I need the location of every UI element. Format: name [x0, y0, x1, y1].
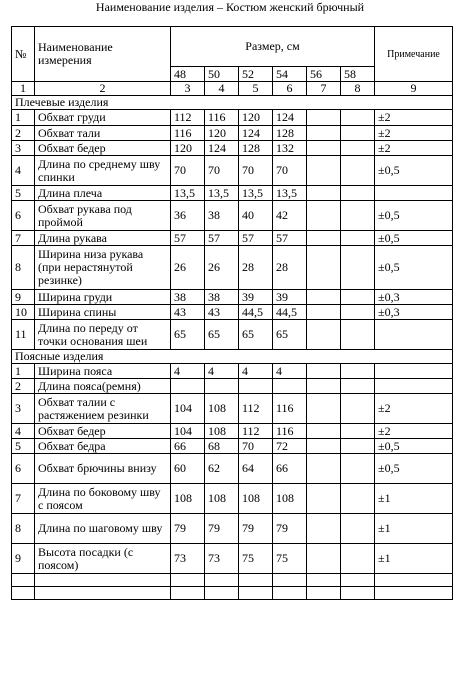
measurement-name: Обхват рукава под проймой	[35, 201, 171, 231]
note-value	[375, 587, 453, 600]
row-number: 9	[12, 290, 35, 305]
size-value	[341, 186, 375, 201]
table-row	[12, 364, 453, 379]
size-value	[307, 186, 341, 201]
size-value	[171, 379, 205, 394]
measurement-name: Длина пояса(ремня)	[35, 379, 171, 394]
table-row	[12, 439, 453, 454]
column-number: 6	[273, 82, 307, 96]
table-row	[12, 394, 453, 424]
measurement-name: Обхват брючины внизу	[35, 454, 171, 484]
size-value: 4	[239, 364, 273, 379]
size-value	[307, 231, 341, 246]
measurement-name	[35, 574, 171, 587]
size-value: 108	[239, 484, 273, 514]
size-value: 120	[239, 110, 273, 126]
note-value: ±2	[375, 126, 453, 141]
size-value: 42	[273, 201, 307, 231]
size-value: 57	[239, 231, 273, 246]
size-value: 112	[239, 394, 273, 424]
measurement-name: Обхват бедер	[35, 141, 171, 156]
size-value	[341, 126, 375, 141]
table-row	[12, 110, 453, 126]
note-value: ±0,5	[375, 454, 453, 484]
size-value	[341, 246, 375, 290]
size-value	[341, 394, 375, 424]
table-row	[12, 454, 453, 484]
size-value: 116	[205, 110, 239, 126]
size-value: 108	[205, 424, 239, 439]
note-value: ±0,5	[375, 201, 453, 231]
table-row	[12, 156, 453, 186]
note-value: ±0,5	[375, 231, 453, 246]
measurement-name: Обхват талии с растяжением резинки	[35, 394, 171, 424]
size-value	[341, 454, 375, 484]
row-number: 10	[12, 305, 35, 320]
row-number: 11	[12, 320, 35, 350]
size-value	[307, 454, 341, 484]
size-value: 40	[239, 201, 273, 231]
size-value	[273, 379, 307, 394]
row-number: 9	[12, 544, 35, 574]
size-value: 57	[205, 231, 239, 246]
size-value: 72	[273, 439, 307, 454]
column-number: 5	[239, 82, 273, 96]
size-value: 120	[205, 126, 239, 141]
size-value	[341, 290, 375, 305]
size-value: 13,5	[273, 186, 307, 201]
column-number: 4	[205, 82, 239, 96]
table-row	[12, 201, 453, 231]
size-value: 73	[171, 544, 205, 574]
size-value: 124	[273, 110, 307, 126]
table-row	[12, 186, 453, 201]
size-value: 79	[273, 514, 307, 544]
size-value	[341, 574, 375, 587]
table-row	[12, 544, 453, 574]
size-value	[171, 587, 205, 600]
size-value	[341, 484, 375, 514]
size-cell: 48	[171, 67, 205, 82]
size-cell: 50	[205, 67, 239, 82]
size-value: 65	[273, 320, 307, 350]
size-value: 124	[239, 126, 273, 141]
measurement-name: Ширина пояса	[35, 364, 171, 379]
table-row	[12, 587, 453, 600]
size-value: 68	[205, 439, 239, 454]
measurement-name: Высота посадки (с поясом)	[35, 544, 171, 574]
size-value: 108	[205, 394, 239, 424]
size-value: 4	[171, 364, 205, 379]
size-value: 108	[205, 484, 239, 514]
section-title: Плечевые изделия	[12, 96, 453, 110]
size-value	[341, 156, 375, 186]
size-value	[307, 141, 341, 156]
size-value	[205, 574, 239, 587]
size-value	[307, 439, 341, 454]
size-value: 60	[171, 454, 205, 484]
size-value: 73	[205, 544, 239, 574]
measurement-name: Длина по шаговому шву	[35, 514, 171, 544]
size-value: 128	[273, 126, 307, 141]
size-value: 57	[273, 231, 307, 246]
header-row	[12, 27, 453, 67]
measurement-name: Ширина низа рукава (при нерастянутой резинке)	[35, 246, 171, 290]
size-value: 65	[239, 320, 273, 350]
size-value	[307, 320, 341, 350]
note-value	[375, 364, 453, 379]
size-value: 128	[239, 141, 273, 156]
size-value	[307, 156, 341, 186]
note-value: ±0,3	[375, 305, 453, 320]
note-value: ±0,5	[375, 439, 453, 454]
size-value: 75	[239, 544, 273, 574]
size-value: 112	[171, 110, 205, 126]
header-size: Размер, см	[171, 27, 375, 67]
page-title: Наименование изделия – Костюм женский брючный	[95, 0, 365, 14]
measurement-name: Обхват бедра	[35, 439, 171, 454]
size-value: 132	[273, 141, 307, 156]
note-value	[375, 574, 453, 587]
row-number: 1	[12, 110, 35, 126]
size-value	[341, 544, 375, 574]
column-number: 8	[341, 82, 375, 96]
size-value	[307, 424, 341, 439]
size-value: 120	[171, 141, 205, 156]
size-value: 116	[171, 126, 205, 141]
size-cell: 52	[239, 67, 273, 82]
size-value	[205, 587, 239, 600]
size-value: 104	[171, 394, 205, 424]
size-cell: 56	[307, 67, 341, 82]
note-value: ±2	[375, 394, 453, 424]
size-value	[341, 424, 375, 439]
size-value: 70	[273, 156, 307, 186]
size-value	[307, 246, 341, 290]
row-number: 8	[12, 246, 35, 290]
size-value: 38	[205, 290, 239, 305]
measurement-name: Обхват бедер	[35, 424, 171, 439]
column-number: 2	[35, 82, 171, 96]
column-number: 3	[171, 82, 205, 96]
size-value	[341, 587, 375, 600]
size-value: 36	[171, 201, 205, 231]
row-number: 6	[12, 201, 35, 231]
header-number: №	[12, 27, 35, 82]
size-value	[205, 379, 239, 394]
size-value: 38	[171, 290, 205, 305]
size-value: 13,5	[239, 186, 273, 201]
size-value	[307, 305, 341, 320]
row-number: 6	[12, 454, 35, 484]
size-cell: 54	[273, 67, 307, 82]
size-value: 65	[171, 320, 205, 350]
table-row	[12, 305, 453, 320]
size-value	[341, 305, 375, 320]
note-value: ±2	[375, 110, 453, 126]
row-number	[12, 574, 35, 587]
size-value	[341, 364, 375, 379]
size-value: 65	[205, 320, 239, 350]
size-value	[273, 587, 307, 600]
size-value: 43	[171, 305, 205, 320]
size-value: 112	[239, 424, 273, 439]
size-value: 28	[239, 246, 273, 290]
size-value: 43	[205, 305, 239, 320]
size-value: 44,5	[239, 305, 273, 320]
table-row	[12, 514, 453, 544]
row-number: 5	[12, 186, 35, 201]
size-value: 4	[205, 364, 239, 379]
header-measurement-name: Наименование измерения	[35, 27, 171, 82]
size-value	[307, 364, 341, 379]
size-value	[239, 587, 273, 600]
size-value: 62	[205, 454, 239, 484]
size-value	[307, 379, 341, 394]
note-value: ±2	[375, 424, 453, 439]
table-row	[12, 484, 453, 514]
size-value	[239, 574, 273, 587]
size-value: 116	[273, 394, 307, 424]
note-value: ±1	[375, 544, 453, 574]
size-value: 26	[171, 246, 205, 290]
column-number: 7	[307, 82, 341, 96]
size-value	[341, 514, 375, 544]
row-number: 4	[12, 424, 35, 439]
note-value: ±0,5	[375, 246, 453, 290]
size-value	[307, 544, 341, 574]
note-value	[375, 186, 453, 201]
note-value: ±0,3	[375, 290, 453, 305]
note-value: ±2	[375, 141, 453, 156]
note-value	[375, 320, 453, 350]
size-value: 44,5	[273, 305, 307, 320]
size-value: 124	[205, 141, 239, 156]
size-value	[341, 231, 375, 246]
row-number: 3	[12, 141, 35, 156]
row-number: 7	[12, 484, 35, 514]
size-value	[341, 201, 375, 231]
size-value	[341, 110, 375, 126]
measurement-name: Длина по переду от точки основания шеи	[35, 320, 171, 350]
note-value: ±1	[375, 484, 453, 514]
size-value	[307, 110, 341, 126]
size-value	[307, 290, 341, 305]
row-number: 8	[12, 514, 35, 544]
header-note: Примечание	[375, 27, 453, 82]
size-value	[307, 574, 341, 587]
table-row	[12, 574, 453, 587]
size-value: 70	[171, 156, 205, 186]
size-value: 39	[239, 290, 273, 305]
size-value	[341, 439, 375, 454]
table-row	[12, 320, 453, 350]
row-number: 4	[12, 156, 35, 186]
size-value	[239, 379, 273, 394]
size-value: 28	[273, 246, 307, 290]
size-value	[307, 126, 341, 141]
row-number: 5	[12, 439, 35, 454]
size-value: 70	[239, 156, 273, 186]
size-value	[307, 484, 341, 514]
row-number: 2	[12, 379, 35, 394]
note-value: ±1	[375, 514, 453, 544]
size-value	[307, 514, 341, 544]
column-numbers-row	[12, 82, 453, 96]
size-value: 75	[273, 544, 307, 574]
size-value: 116	[273, 424, 307, 439]
size-value: 39	[273, 290, 307, 305]
measurement-name: Длина рукава	[35, 231, 171, 246]
size-value: 66	[171, 439, 205, 454]
measurement-name: Обхват груди	[35, 110, 171, 126]
table-row	[12, 141, 453, 156]
section-row	[12, 96, 453, 110]
measurement-name: Ширина груди	[35, 290, 171, 305]
size-value: 79	[205, 514, 239, 544]
size-value: 26	[205, 246, 239, 290]
size-value: 108	[171, 484, 205, 514]
row-number: 1	[12, 364, 35, 379]
row-number: 2	[12, 126, 35, 141]
table-row	[12, 424, 453, 439]
table-row	[12, 290, 453, 305]
size-value	[307, 201, 341, 231]
measurement-name: Длина по среднему шву спинки	[35, 156, 171, 186]
size-value: 104	[171, 424, 205, 439]
size-value: 108	[273, 484, 307, 514]
size-value: 38	[205, 201, 239, 231]
measurement-name: Обхват тали	[35, 126, 171, 141]
section-title: Поясные изделия	[12, 350, 453, 364]
size-value: 79	[171, 514, 205, 544]
size-value	[171, 574, 205, 587]
table-row	[12, 231, 453, 246]
row-number: 3	[12, 394, 35, 424]
measurement-name: Длина по боковому шву с поясом	[35, 484, 171, 514]
measurement-name	[35, 587, 171, 600]
row-number	[12, 587, 35, 600]
column-number: 9	[375, 82, 453, 96]
size-value	[273, 574, 307, 587]
size-value	[307, 587, 341, 600]
table-row	[12, 246, 453, 290]
size-value: 13,5	[205, 186, 239, 201]
size-value: 64	[239, 454, 273, 484]
measurement-name: Ширина спины	[35, 305, 171, 320]
size-value	[341, 379, 375, 394]
size-cell: 58	[341, 67, 375, 82]
size-value: 13,5	[171, 186, 205, 201]
table-row	[12, 379, 453, 394]
size-value: 70	[239, 439, 273, 454]
row-number: 7	[12, 231, 35, 246]
note-value	[375, 379, 453, 394]
size-value	[341, 141, 375, 156]
size-value: 79	[239, 514, 273, 544]
table-row	[12, 126, 453, 141]
section-row	[12, 350, 453, 364]
size-value: 57	[171, 231, 205, 246]
size-value: 4	[273, 364, 307, 379]
column-number: 1	[12, 82, 35, 96]
measurement-table	[11, 26, 453, 600]
size-value: 66	[273, 454, 307, 484]
note-value: ±0,5	[375, 156, 453, 186]
size-value: 70	[205, 156, 239, 186]
size-value	[341, 320, 375, 350]
size-value	[307, 394, 341, 424]
measurement-name: Длина плеча	[35, 186, 171, 201]
